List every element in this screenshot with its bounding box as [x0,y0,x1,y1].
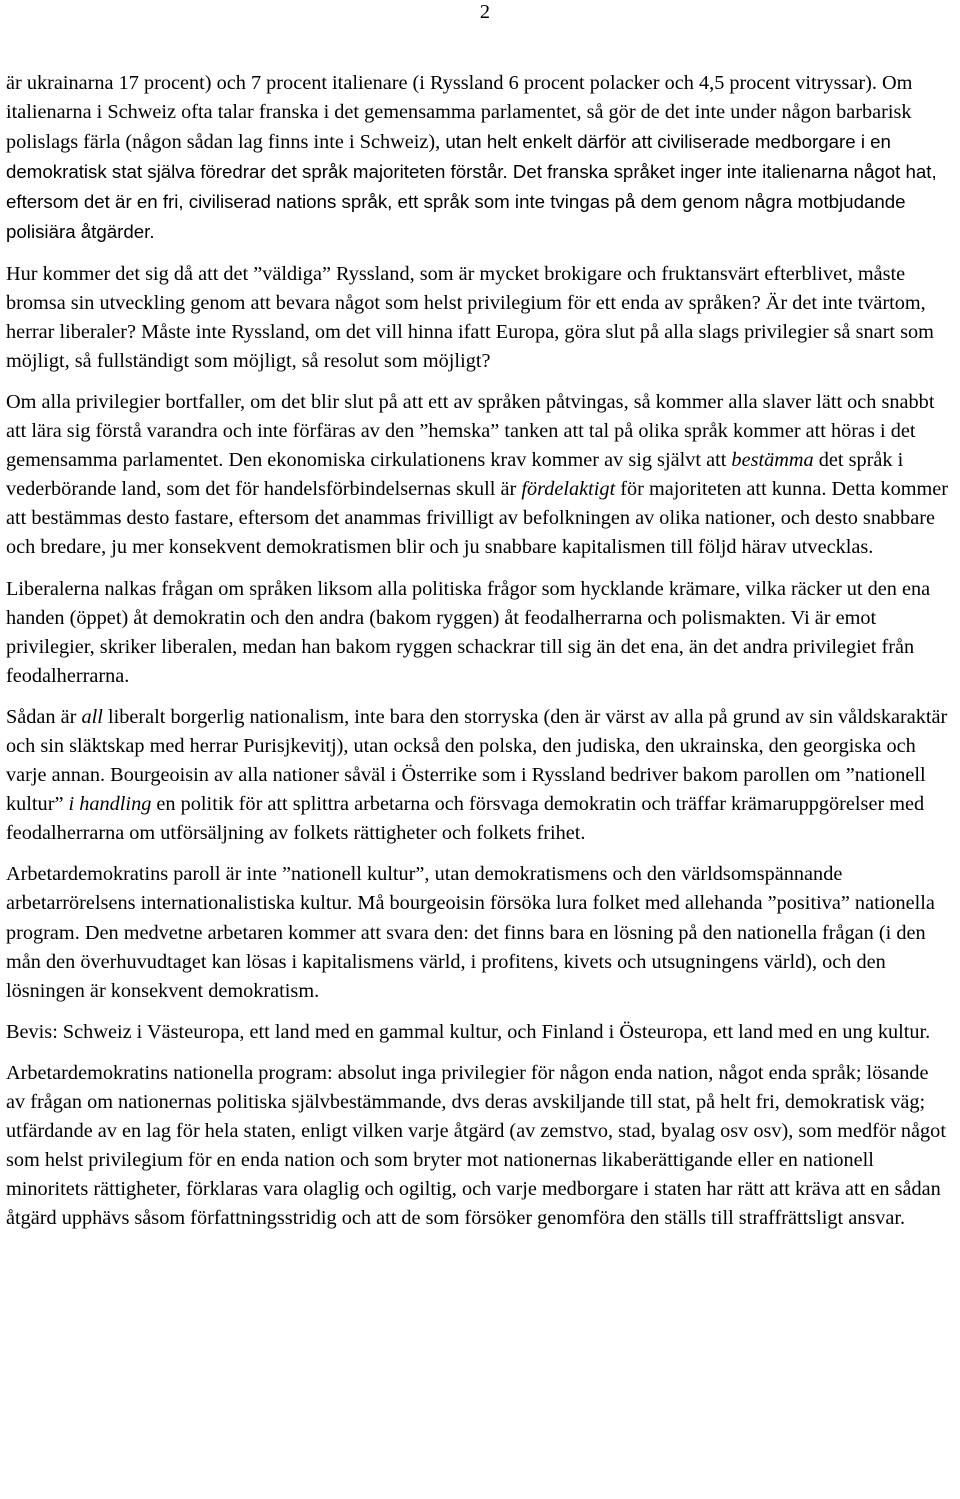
text-run: Liberalerna nalkas frågan om språken liksom alla politiska frågor som hycklande krämare, vilka räcker ut den ena handen (öppet) åt demokratin och den andra (bakom ryggen) åt feodalherrarna och polismakten. Vi är emot privilegier, skriker liberalen, medan han bakom ryggen schackrar till sig än det ena, än det andra privilegiet från feodalherrarna. [6,577,931,687]
text-run: Om alla privilegier bortfaller, om det blir slut på att ett av språken påtvingas, så kommer alla slaver lätt och snabbt att lära sig förstå varandra och inte förfäras av den ”hemska” tanken att tal på olika språk kommer att höras i det gemensamma parlamentet. Den ekonomiska cirkulationens krav kommer av sig självt att [6,390,935,472]
emphasis-text: i handling [68,793,152,816]
paragraph [6,388,951,563]
text-run: Arbetardemokratins nationella program: absolut inga privilegier för någon enda nation, något enda språk; lösande av frågan om nationernas politiska självbestämmande, dvs deras avskiljande till stat, på helt fri, demokratisk väg; utfärdande av en lag för hela staten, enligt vilken varje åtgärd (av zemstvo, stad, byalag osv osv), som medför något som helst privilegium för en enda nation och som bryter mot nationernas likaberättigande eller en nationell minoritets rättigheter, förklaras vara olaglig och ogiltig, och varje medborgare i staten har rätt att kräva att en sådan åtgärd upphävs såsom författningsstridig och att de som försöker genomföra den ställs till straffrättsligt ansvar. [6,1061,946,1230]
page-number: 2 [479,1,490,23]
paragraph [6,1059,951,1234]
text-run: liberalt borgerlig nationalism, inte bara den storryska (den är värst av alla på grund av sin våldskaraktär och sin släktskap med herrar Purisjkevitj), utan också den polska, den judiska, den ukrainska, den georgiska och varje annan. Bourgeoisin av alla nationer såväl i Österrike som i Ryssland bedriver bakom parollen om ”nationell kultur” [6,705,948,816]
paragraph [6,703,951,848]
text-run: Arbetardemokratins paroll är inte ”nationell kultur”, utan demokratismens och den världsomspännande arbetarrörelsens internationalistiska kultur. Må bourgeoisin försöka lura folket med allehanda ”positiva” nationella program. Den medvetne arbetaren kommer att svara den: det finns bara en lösning på den nationella frågan (i den mån den överhuvudtaget kan lösas i kapitalismens värld, i profitens, kivets och utsugningens värld), och den lösningen är konsekvent demokratism. [6,863,935,1002]
paragraph [6,1018,951,1047]
emphasis-text: bestämma [731,449,814,472]
paragraph [6,260,951,376]
text-run: Sådan är [6,705,82,728]
paragraph [6,575,951,691]
paragraph [6,860,951,1005]
body-text [6,69,951,1245]
text-run: Bevis: Schweiz i Västeuropa, ett land med en gammal kultur, och Finland i Östeuropa, ett land med en ung kultur. [6,1020,931,1043]
text-run: Hur kommer det sig då att det ”väldiga” Ryssland, som är mycket brokigare och fruktansvärt efterblivet, måste bromsa sin utveckling genom att bevara något som helst privilegium för ett enda av språken? Är det inte tvärtom, herrar liberaler? Måste inte Ryssland, om det vill hinna ifatt Europa, göra slut på alla slags privilegier så snart som möjligt, så fullständigt som möjligt, så resolut som möjligt? [6,262,934,372]
emphasis-text: fördelaktigt [521,478,616,501]
text-run: för majoriteten att kunna. Detta kommer att bestämmas desto fastare, eftersom det anammas frivilligt av befolkningen av olika nationer, och desto snabbare och bredare, ju mer konsekvent demokratismen blir och ju snabbare kapitalismen till följd härav utvecklas. [6,478,949,559]
paragraph [6,69,951,248]
text-run: en politik för att splittra arbetarna och försvaga demokratin och träffar krämaruppgörelser med feodalherrarna om utförsäljning av folkets rättigheter och folkets frihet. [6,793,925,845]
emphasis-text: all [81,705,103,728]
text-run: det språk i vederbörande land, som det för handelsförbindelsernas skull är [6,449,904,501]
text-run: utan helt enkelt därför att civiliserade medborgare i en demokratisk stat själva föredrar det språk majoriteten förstår. Det franska språket inger inte italienarna något hat, eftersom det är en fri, civiliserad nations språk, ett språk som inte tvingas på dem genom några motbjudande polisiära åtgärder. [6,131,937,243]
text-run: är ukrainarna 17 procent) och 7 procent italienare (i Ryssland 6 procent polacker och 4,5 procent vitryssar). Om italienarna i Schweiz ofta talar franska i det gemensamma parlamentet, så gör de det inte under någon barbarisk polislags färla (någon sådan lag finns inte i Schweiz), [6,72,913,154]
